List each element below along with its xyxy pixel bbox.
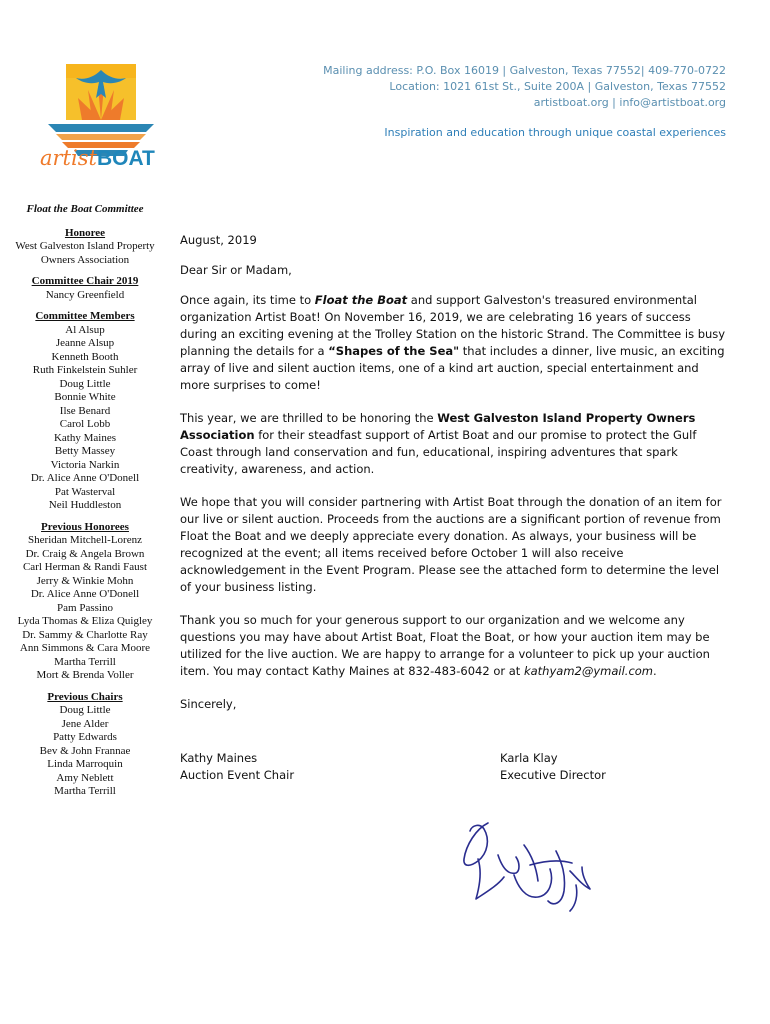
committee-name: Dr. Alice Anne O'Donell xyxy=(30,472,140,484)
signer-title: Executive Director xyxy=(500,768,606,782)
signer-name: Karla Klay xyxy=(500,751,558,765)
signer-block xyxy=(500,750,606,784)
paragraph-1 xyxy=(180,292,730,394)
text-run: that includes a dinner, live music, an exciting array of live and silent auction items, one of a kind art auction, special entertainment and more surprises to come! xyxy=(180,344,725,392)
logo-bold-text: BOAT xyxy=(96,147,155,170)
committee-name: Jerry & Winkie Mohn xyxy=(36,574,134,587)
text-run: and support Galveston's treasured environmental organization Artist Boat! On November 16, 2019, we are celebrating 16 years of success during an exciting evening at the Trolley Station on the historic Strand. The Committee is busy planning the details for a xyxy=(180,293,726,358)
name-list xyxy=(10,240,160,267)
committee-name: Carol Lobb xyxy=(59,418,111,430)
committee-name: Jene Alder xyxy=(61,717,109,730)
committee-name: Nancy Greenfield xyxy=(45,288,125,301)
signer-name: Kathy Maines xyxy=(180,751,258,765)
name-list xyxy=(10,289,160,303)
members-group xyxy=(10,310,160,513)
letter-greeting: Dear Sir or Madam, xyxy=(180,263,292,277)
committee-name: Doug Little xyxy=(59,704,111,716)
contact-block xyxy=(256,63,726,111)
mailing-address: Mailing address: P.O. Box 16019 | Galveston, Texas 77552| 409-770-0722 xyxy=(323,64,726,77)
name-list xyxy=(10,534,160,683)
committee-name: Al Alsup xyxy=(65,323,105,336)
chair-heading: Committee Chair 2019 xyxy=(31,275,139,287)
honoree-group xyxy=(10,227,160,268)
event-name: Float the Boat xyxy=(314,293,408,307)
committee-name: Kathy Maines xyxy=(53,431,116,444)
committee-name: Dr. Craig & Angela Brown xyxy=(25,547,145,560)
text-run: for their steadfast support of Artist Boat and our promise to protect the Gulf Coast through land conservation and fun, educational, inspiring adventures that spark creativity, awareness, and action. xyxy=(180,428,697,476)
committee-name: Kenneth Booth xyxy=(51,350,119,363)
committee-name: Betty Massey xyxy=(54,445,116,457)
honoree-heading: Honoree xyxy=(64,226,106,239)
text-run: Thank you so much for your generous support to our organization and we welcome any questions you may have about Artist Boat, Float the Boat, or how your auction item may be utilized for the live auction. We are happy to arrange for a volunteer to pick up your auction item. You may contact Kathy Maines at 832-483-6042 or at xyxy=(180,613,710,678)
committee-name: Linda Marroquin xyxy=(47,758,123,770)
paragraph-3: We hope that you will consider partnering with Artist Boat through the donation of an item for our live or silent auction. Proceeds from the auctions are a significant portion of revenue from Float the Boat and we deeply appreciate every donation. As always, your business will be recognized at the event; all items received before October 1 will also receive acknowledgement in the Event Program. Please see the attached form to determine the level of your business listing. xyxy=(180,495,722,594)
committee-name: Sheridan Mitchell-Lorenz xyxy=(28,534,142,546)
logo-script-text: artist xyxy=(40,146,97,170)
letter-date: August, 2019 xyxy=(180,233,257,247)
committee-name: Bev & John Frannae xyxy=(39,744,131,757)
theme-name: “Shapes of the Sea" xyxy=(328,344,460,358)
text-run: . xyxy=(653,664,657,678)
committee-name: Carl Herman & Randi Faust xyxy=(22,561,148,573)
text-run: Once again, its time to xyxy=(180,293,315,307)
committee-name: West Galveston Island Property Owners Association xyxy=(15,240,155,266)
letter-body xyxy=(180,232,730,790)
committee-name: Pam Passino xyxy=(57,601,113,614)
name-list xyxy=(10,324,160,513)
committee-name: Amy Neblett xyxy=(56,771,114,784)
committee-sidebar xyxy=(10,203,160,807)
text-run: This year, we are thrilled to be honoring the xyxy=(180,411,438,425)
committee-name: Martha Terrill xyxy=(54,785,116,797)
chair-group xyxy=(10,275,160,302)
name-list xyxy=(10,704,160,799)
tagline: Inspiration and education through unique coastal experiences xyxy=(384,126,726,139)
previous-honorees-group xyxy=(10,521,160,683)
web-contact: artistboat.org | info@artistboat.org xyxy=(533,96,726,109)
contact-email[interactable]: kathyam2@ymail.com xyxy=(523,664,654,678)
paragraph-4 xyxy=(180,612,730,680)
committee-name: Ann Simmons & Cara Moore xyxy=(19,642,151,654)
committee-name: Jeanne Alsup xyxy=(55,337,115,349)
paragraph-2 xyxy=(180,410,730,478)
committee-name: Martha Terrill xyxy=(54,655,116,668)
logo-wordmark xyxy=(40,146,170,171)
committee-name: Pat Wasterval xyxy=(54,485,116,498)
previous-chairs-group xyxy=(10,691,160,799)
members-heading: Committee Members xyxy=(35,310,135,322)
committee-name: Ilse Benard xyxy=(59,404,111,417)
committee-name: Victoria Narkin xyxy=(50,458,120,471)
previous-honorees-heading: Previous Honorees xyxy=(41,520,129,533)
committee-name: Doug Little xyxy=(59,377,111,390)
letter-closing: Sincerely, xyxy=(180,697,237,711)
committee-name: Ruth Finkelstein Suhler xyxy=(32,364,138,376)
committee-title: Float the Boat Committee xyxy=(26,203,144,215)
committee-name: Dr. Alice Anne O'Donell xyxy=(30,588,140,600)
signer-block xyxy=(180,750,294,784)
location-address: Location: 1021 61st St., Suite 200A | Galveston, Texas 77552 xyxy=(389,80,726,93)
committee-name: Neil Huddleston xyxy=(48,499,122,511)
handwritten-signature xyxy=(458,815,608,915)
committee-name: Lyda Thomas & Eliza Quigley xyxy=(17,615,153,627)
signature-blocks xyxy=(180,750,730,790)
committee-name: Patty Edwards xyxy=(53,731,117,743)
signer-title: Auction Event Chair xyxy=(180,768,295,782)
committee-name: Mort & Brenda Voller xyxy=(36,669,134,681)
honoree-name: West Galveston Island Property Owners Association xyxy=(180,411,696,442)
previous-chairs-heading: Previous Chairs xyxy=(47,690,123,703)
committee-name: Bonnie White xyxy=(54,391,116,403)
committee-name: Dr. Sammy & Charlotte Ray xyxy=(22,628,148,641)
